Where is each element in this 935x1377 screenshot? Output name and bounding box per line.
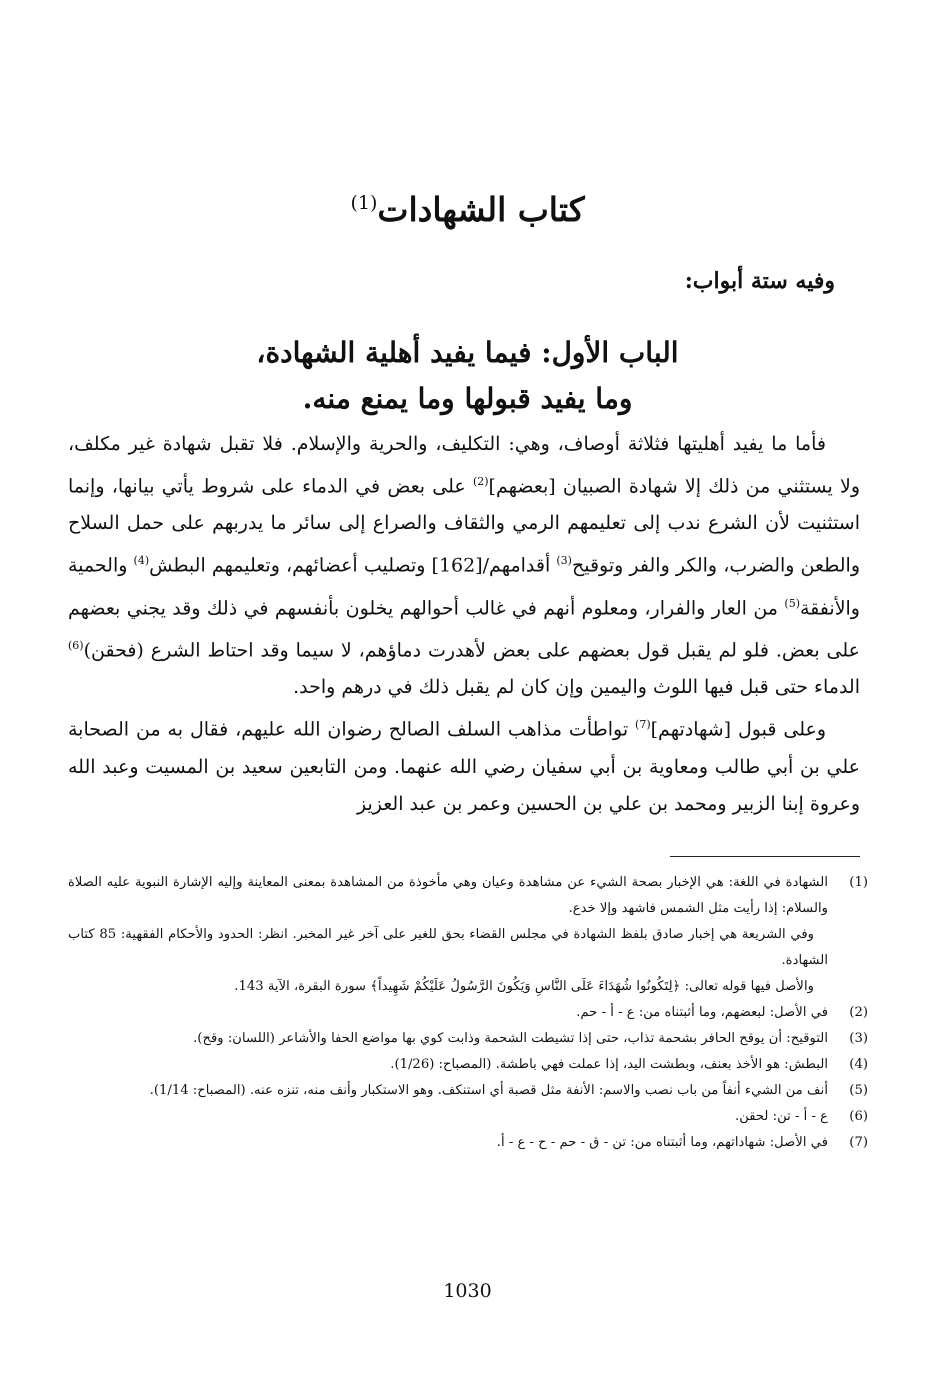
footnote-text: والأصل فيها قوله تعالى: ﴿لِتَكُونُوا شُهَدَاءَ عَلَى النَّاسِ وَيَكُونَ الرَّسُولُ عَلَيْكُمْ شَهِيداً﴾ سورة البقرة، الآية 143. [234,979,814,994]
footnote-4 [68,1052,868,1078]
book-title [0,190,935,229]
footnote-ref-5: (5) [784,596,800,610]
footnote-ref-6: (6) [68,638,84,652]
chapter-heading [0,330,935,422]
footnote-text: في الأصل: لبعضهم، وما أثبتناه من: ع - أ - حم. [576,1005,828,1020]
footnote-separator [670,856,860,857]
paragraph-2-part-b: تواطأت مذاهب السلف الصالح رضوان الله عليهم، فقال به من الصحابة علي بن أبي طالب ومعاوية بن أبي سفيان رضي الله عنهما. ومن التابعين سعيد بن المسيت وعبد الله وعروة إبنا الزبير ومحمد بن علي بن الحسين وعمر بن عبد العزيز [68,718,860,815]
footnote-ref-4: (4) [133,554,150,568]
footnote-number: (3) [849,1031,868,1046]
paragraph-1-part-c: أقدامهم/[162] وتصليب أعضائهم، وتعليمهم البطش [149,554,557,577]
footnote-number: (2) [849,1005,868,1020]
footnote-number: (1) [849,875,868,890]
footnotes [68,870,868,1156]
footnote-text: الشهادة في اللغة: هي الإخبار بصحة الشيء عن مشاهدة وعيان وهي مأخوذة من المشاهدة بمعنى المعاينة وإليه الإشارة النبوية عليه الصلاة والسلام: إذا رأيت مثل الشمس فاشهد وإلا خدع. [68,875,828,916]
title-footnote-ref: (1) [350,192,378,214]
body-text [68,426,860,823]
paragraph-1-part-a: فأما ما يفيد أهليتها فثلاثة أوصاف، وهي: التكليف، والحرية والإسلام. فلا تقبل شهادة غير مكلف، ولا يستثني من ذلك إلا شهادة الصبيان [بعضهم] [68,433,860,498]
footnote-number: (5) [849,1083,868,1098]
footnote-ref-2: (2) [472,475,489,488]
paragraph-1-part-b: على بعض في الدماء على شروط يأتي بيانها، وإنما استثنيت لأن الشرع ندب إلى تعليمهم الرمي والثقاف والصراع إلى سائر ما يدربهم على حمل السلاح والطعن والضرب، والكر والفر وتوقيح [68,475,861,577]
footnote-text: ع - أ - تن: لحقن. [735,1109,828,1124]
chapter-heading-line-1: الباب الأول: فيما يفيد أهلية الشهادة، [256,336,679,369]
paragraph-2-part-a: وعلى قبول [شهادتهم] [650,718,826,741]
paragraph-1-part-e: من العار والفرار، ومعلوم أنهم في غالب أحوالهم يخلون بأنفسهم في ذلك وقد يجني بعضهم على بعض. فلو لم يقبل قول بعضهم على بعض لأهدرت دماؤهم، لا سيما وقد احتاط الشرع (فحقن) [68,596,860,662]
footnote-text: البطش: هو الأخذ بعنف، وبطشت اليد، إذا عملت فهي باطشة. (المصباح: (1/26). [390,1057,828,1072]
section-count-subtitle: وفيه ستة أبواب: [684,268,835,294]
footnote-2 [68,1000,868,1026]
paragraph-1 [68,426,860,706]
paragraph-2 [68,706,860,822]
footnote-ref-3: (3) [556,554,572,568]
footnote-1 [68,870,868,1000]
book-title-text: كتاب الشهادات [377,190,585,229]
page-number: 1030 [443,1280,492,1302]
footnote-number: (4) [849,1057,868,1072]
footnote-6 [68,1104,868,1130]
footnote-text: أنف من الشيء أنفاً من باب نصب والاسم: الأنفة مثل قصبة أي استنكف. وهو الاستكبار وأنف منه، تنزه عنه. (المصباح: 1/14). [149,1083,828,1098]
paragraph-1-part-d: والحمية والأنفقة [68,554,860,619]
footnote-ref-7: (7) [635,718,651,732]
footnote-7 [68,1130,868,1156]
footnote-3 [68,1026,868,1052]
paragraph-1-part-f: الدماء حتى قبل فيها اللوث واليمين وإن كان لم يقبل ذلك في درهم واحد. [293,676,860,699]
footnote-text: وفي الشريعة هي إخبار صادق بلفظ الشهادة في مجلس القضاء بحق للغير على آخر غير المخبر. انظر: الحدود والأحكام الفقهية: 85 كتاب الشهادة. [68,927,828,968]
footnote-number: (6) [849,1109,868,1124]
footnote-5 [68,1078,868,1104]
chapter-heading-line-2: وما يفيد قبولها وما يمنع منه. [302,382,633,415]
footnote-number: (7) [849,1135,868,1150]
footnote-text: في الأصل: شهاداتهم، وما أثبتناه من: تن - ق - حم - ح - ع - أ. [496,1135,828,1150]
footnote-text: التوقيح: أن يوقح الحافر بشحمة تذاب، حتى إذا تشيطت الشحمة وذابت كوي بها مواضع الحفا والأشاعر (اللسان: وقح). [193,1031,828,1046]
